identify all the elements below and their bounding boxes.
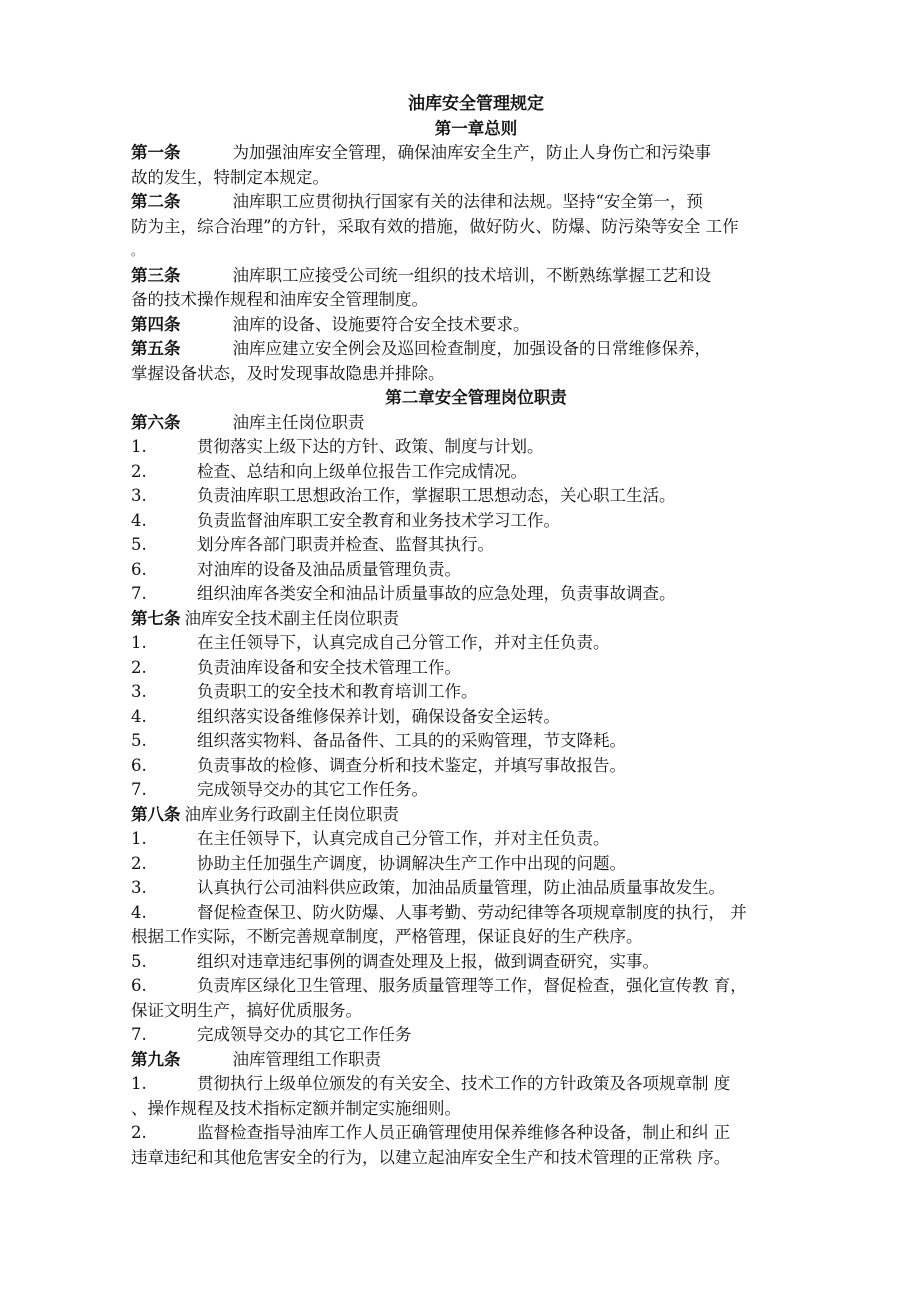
article-label: 第九条 (131, 1049, 181, 1069)
article-8 (131, 803, 821, 1048)
article-text: 防为主，综合治理”的方针，采取有效的措施，做好防火、防爆、防污染等安全 工作 (131, 216, 739, 236)
article-text: 。 (131, 244, 144, 258)
list-item: 1. 在主任领导下，认真完成自己分管工作，并对主任负责。 (131, 829, 610, 848)
list-item-continuation: 、操作规程及技术指标定额并制定实施细则。 (131, 1098, 461, 1118)
list-item: 6. 负责事故的检修、调查分析和技术鉴定，并填写事故报告。 (131, 755, 626, 775)
list-item: 2. 监督检查指导油库工作人员正确管理使用保养维修各种设备，制止和纠 正 (131, 1123, 731, 1142)
list-item: 2. 协助主任加强生产调度，协调解决生产工作中出现的问题。 (131, 853, 626, 873)
article-2 (131, 190, 821, 264)
list-item: 1. 贯彻落实上级下达的方针、政策、制度与计划。 (131, 437, 544, 456)
article-label: 第四条 (131, 314, 181, 334)
article-5 (131, 337, 821, 386)
list-item: 2. 检查、总结和向上级单位报告工作完成情况。 (131, 461, 527, 481)
list-item: 2. 负责油库设备和安全技术管理工作。 (131, 657, 461, 677)
article-text: 油库职工应接受公司统一组织的技术培训，不断熟练掌握工艺和设 (232, 265, 711, 285)
list-item: 7. 组织油库各类安全和油品计质量事故的应急处理，负责事故调查。 (131, 584, 676, 603)
article-label: 第六条 (131, 412, 181, 432)
article-title: 油库安全技术副主任岗位职责 (184, 608, 399, 628)
list-item: 5. 划分库各部门职责并检查、监督其执行。 (131, 535, 494, 554)
article-label: 第三条 (131, 265, 181, 285)
article-title: 油库管理组工作职责 (232, 1049, 381, 1069)
article-7 (131, 607, 821, 803)
document-title: 油库安全管理规定 (408, 94, 544, 114)
article-label: 第八条 (131, 804, 181, 824)
list-item: 4. 组织落实设备维修保养计划，确保设备安全运转。 (131, 706, 560, 726)
list-item: 6. 对油库的设备及油品质量管理负责。 (131, 559, 461, 579)
list-item: 4. 督促检查保卫、防火防爆、人事考勤、劳动纪律等各项规章制度的执行， 并 (131, 902, 747, 922)
list-item: 3. 负责职工的安全技术和教育培训工作。 (131, 682, 478, 701)
list-item: 3. 认真执行公司油料供应政策，加油品质量管理，防止油品质量事故发生。 (131, 878, 725, 897)
article-text: 油库应建立安全例会及巡回检查制度，加强设备的日常维修保养， (232, 339, 711, 358)
list-item: 7. 完成领导交办的其它工作任务。 (131, 780, 428, 799)
article-label: 第七条 (131, 608, 181, 628)
list-item: 4. 负责监督油库职工安全教育和业务技术学习工作。 (131, 510, 560, 530)
article-text: 故的发生，特制定本规定。 (131, 167, 329, 187)
list-item: 5. 组织对违章违纪事例的调查处理及上报，做到调查研究，实事。 (131, 951, 659, 971)
list-item: 6. 负责库区绿化卫生管理、服务质量管理等工作，督促检查，强化宣传教 育， (131, 976, 747, 995)
list-item-continuation: 根据工作实际，不断完善规章制度，严格管理，保证良好的生产秩序。 (131, 927, 643, 946)
article-text: 油库职工应贯彻执行国家有关的法律和法规。坚持“安全第一，预 (232, 192, 703, 211)
article-4 (131, 313, 821, 338)
list-item: 5. 组织落实物料、备品备件、工具的的采购管理，节支降耗。 (131, 731, 626, 750)
article-label: 第一条 (131, 143, 181, 162)
list-item-continuation: 违章违纪和其他危害安全的行为，以建立起油库安全生产和技术管理的正常秩 序。 (131, 1147, 731, 1167)
chapter-2-heading: 第二章安全管理岗位职责 (385, 388, 567, 407)
article-3 (131, 264, 821, 313)
article-6 (131, 411, 821, 607)
article-title: 油库主任岗位职责 (232, 412, 365, 432)
article-label: 第二条 (131, 192, 181, 211)
chapter-1-heading: 第一章总则 (434, 118, 518, 138)
article-1 (131, 141, 821, 190)
list-item: 1. 贯彻执行上级单位颁发的有关安全、技术工作的方针政策及各项规章制 度 (131, 1074, 731, 1093)
list-item: 3. 负责油库职工思想政治工作，掌握职工思想动态，关心职工生活。 (131, 486, 676, 505)
article-text: 掌握设备状态，及时发现事故隐患并排除。 (131, 363, 445, 383)
article-title: 油库业务行政副主任岗位职责 (184, 804, 399, 824)
article-text: 备的技术操作规程和油库安全管理制度。 (131, 290, 428, 309)
document-page (131, 92, 821, 1170)
article-text: 为加强油库安全管理，确保油库安全生产，防止人身伤亡和污染事 (232, 143, 711, 162)
list-item: 7. 完成领导交办的其它工作任务 (131, 1025, 412, 1044)
list-item: 1. 在主任领导下，认真完成自己分管工作，并对主任负责。 (131, 633, 610, 652)
list-item-continuation: 保证文明生产，搞好优质服务。 (131, 1000, 362, 1020)
article-text: 油库的设备、设施要符合安全技术要求。 (232, 314, 530, 334)
article-9 (131, 1048, 821, 1171)
article-label: 第五条 (131, 339, 181, 358)
